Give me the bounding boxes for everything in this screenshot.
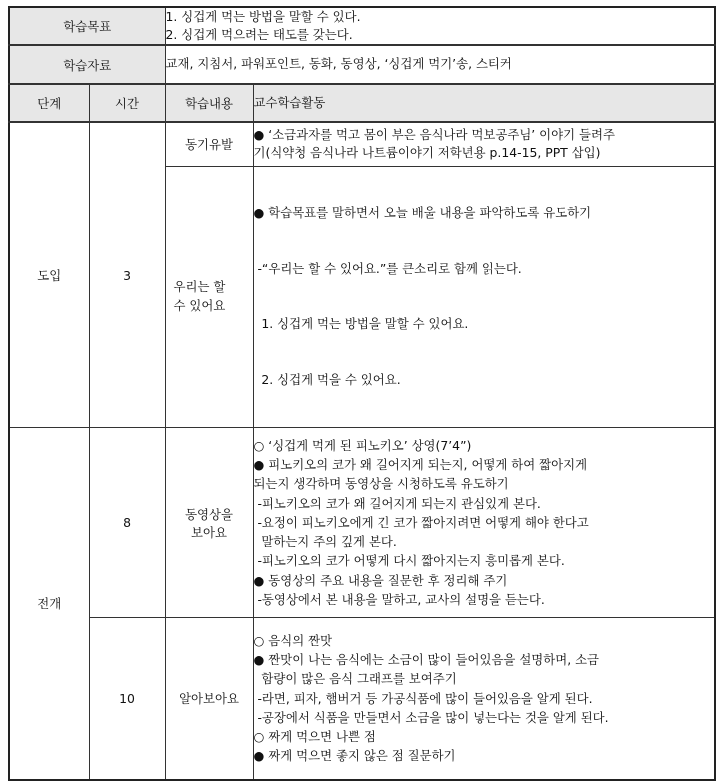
header-time: 시간 [89,84,165,122]
develop-content-2 [165,618,253,780]
intro-row-motivation [9,122,715,166]
objective-item: 2. 싱겁게 먹으려는 태도를 갖는다. [165,27,353,42]
activity-line: 2. 싱겁게 먹을 수 있어요. [253,372,401,388]
intro-content-1: 동기유발 [165,122,253,166]
activity-line: ● 동영상의 주요 내용을 질문한 후 정리해 주기 [253,572,508,588]
activity-line: -동영상에서 본 내용을 말하고, 교사의 설명을 듣는다. [253,591,545,607]
header-content: 학습내용 [165,84,253,122]
activity-line: ● 피노키오의 코가 왜 길어지게 되는지, 어떻게 하여 짧아지게 [253,457,588,473]
intro-activity-1 [253,122,715,166]
activity-line: -피노키오의 코가 왜 길어지게 되는지 관심있게 본다. [253,495,541,511]
activity-line: 함량이 많은 음식 그래프를 보여주기 [253,671,457,687]
intro-activity-2 [253,166,715,428]
content-line: 보아요 [191,524,227,540]
intro-time: 3 [89,122,165,428]
activity-line: -요정이 피노키오에게 긴 코가 짧아지려면 어떻게 해야 한다고 [253,514,589,530]
activity-line: -피노키오의 코가 어떻게 다시 짧아지는지 흥미롭게 본다. [253,553,565,569]
intro-stage: 도입 [9,122,89,428]
content-line: 우리는 할 [173,279,226,295]
develop-time-2: 10 [89,618,165,780]
materials-label: 학습자료 [9,45,165,84]
activity-line: 되는지 생각하며 동영상을 시청하도록 유도하기 [253,476,509,492]
develop-content-1 [165,428,253,618]
content-line: 수 있어요 [173,297,226,313]
materials-row [9,45,715,84]
activity-line: ● 짠맛이 나는 음식에는 소금이 많이 들어있음을 설명하며, 소금 [253,652,600,668]
materials-content: 교재, 지침서, 파워포인트, 동화, 동영상, ‘싱겁게 먹기’송, 스티커 [165,45,715,84]
header-activity: 교수학습활동 [253,84,715,122]
header-stage: 단계 [9,84,89,122]
develop-activity-1 [253,428,715,618]
content-line: 동영상을 [185,506,233,522]
header-row [9,84,715,122]
activity-line: -“우리는 할 수 있어요.”를 큰소리로 함께 읽는다. [253,260,522,276]
develop-row-video [9,428,715,618]
objective-item: 1. 싱겁게 먹는 방법을 말할 수 있다. [165,9,361,25]
develop-row-explore [9,618,715,780]
activity-line: ○ ‘싱겁게 먹게 된 피노키오’ 상영(7’4”) [253,438,472,454]
objectives-row [9,7,715,45]
activity-line: ● 짜게 먹으면 좋지 않은 점 질문하기 [253,748,456,764]
activity-line: 기(식약청 음식나라 나트륨이야기 저학년용 p.14-15, PPT 삽입) [253,145,601,161]
develop-activity-2 [253,618,715,780]
activity-line: ● 학습목표를 말하면서 오늘 배울 내용을 파악하도록 유도하기 [253,204,592,220]
objectives-label: 학습목표 [9,7,165,45]
intro-content-2 [165,166,253,428]
activity-line: -공장에서 식품을 만들면서 소금을 많이 넣는다는 것을 알게 된다. [253,709,609,725]
activity-line: 1. 싱겁게 먹는 방법을 말할 수 있어요. [253,316,469,332]
content-line: 알아보아요 [179,691,239,707]
lesson-plan-table [8,6,716,781]
activity-line: ○ 음식의 짠맛 [253,633,333,649]
objectives-content [165,7,715,45]
activity-line: -라면, 피자, 햄버거 등 가공식품에 많이 들어있음을 알게 된다. [253,690,593,706]
develop-time-1: 8 [89,428,165,618]
activity-line: 말하는지 주의 깊게 본다. [253,534,397,550]
develop-stage: 전개 [9,428,89,780]
activity-line: ○ 짜게 먹으면 나쁜 점 [253,729,376,745]
activity-line: ● ‘소금과자를 먹고 몸이 부은 음식나라 먹보공주님’ 이야기 들려주 [253,126,615,142]
